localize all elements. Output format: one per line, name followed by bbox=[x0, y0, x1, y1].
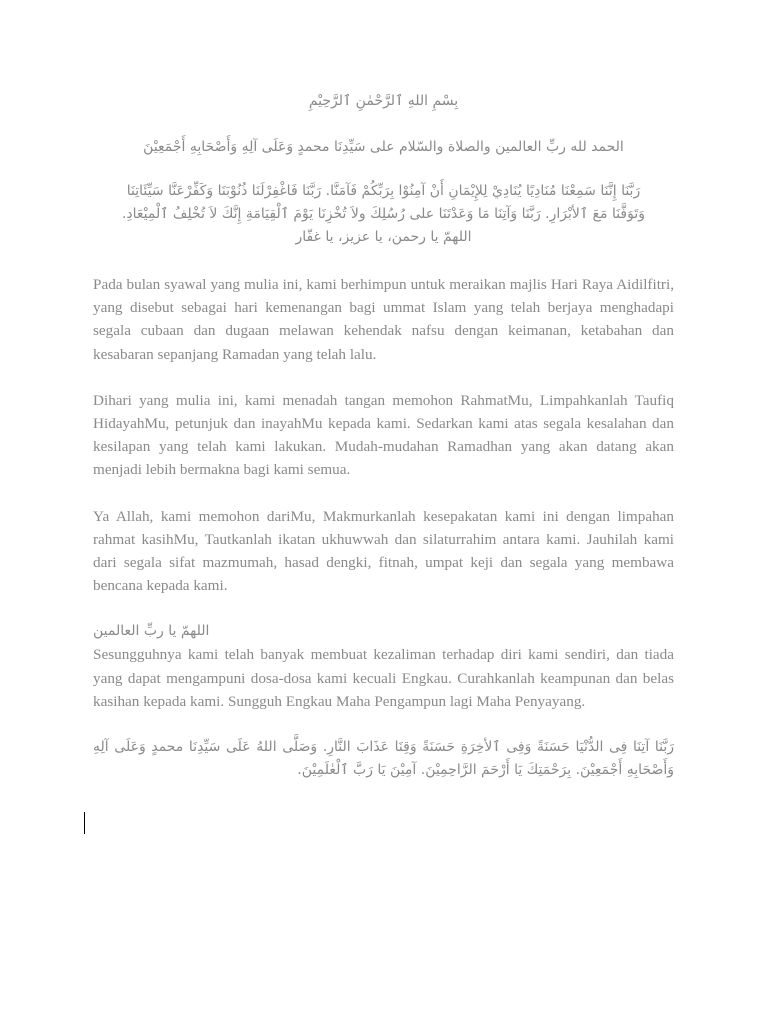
paragraph: Ya Allah, kami memohon dariMu, Makmurkanlah kesepakatan kami ini dengan limpahan rahmat kasihMu, Tautkanlah ikatan ukhuwwah dan silaturrahim antara kami. Jauhilah kami dari segala sifat mazmumah, hasad dengki, fitnah, umpat keji dan segala yang membawa bencana kepada kami. bbox=[93, 507, 674, 595]
document-page bbox=[93, 90, 674, 782]
paragraph: Dihari yang mulia ini, kami menadah tangan memohon RahmatMu, Limpahkanlah Taufiq HidayahMu, petunjuk dan inayahMu kepada kami. Sedarkan kami atas segala kesalahan dan kesilapan yang telah kami lakukan. Mudah-mudahan Ramadhan yang akan datang akan menjadi lebih bermakna bagi kami semua. bbox=[93, 391, 674, 479]
closing-doa: رَبَّنَا آتِنَا فِى الدُّنْيَا حَسَنَةً وَفِى ٱلأخِرَةِ حَسَنَةً وَقِنَا عَذَابَ النَّارِ. وَصَلَّى اللهُ عَلَى سَيِّدِنَا محمدٍ وَعَلَى آلِهِ وَأَصْحَابِهِ أَجْمَعِيْنَ. بِرَحْمَتِكَ يَا أَرْحَمَ الرَّاحِمِيْنَ. آمِيْنَ يَا رَبَّ ٱلْعٰلَمِيْنَ. bbox=[93, 739, 674, 779]
paragraph: Sesungguhnya kami telah banyak membuat kezaliman terhadap diri kami sendiri, dan tiada yang dapat mengampuni dosa-dosa kami kecuali Engkau. Curahkanlah keampunan dan belas kasihan kepada kami. Sungguh Engkau Maha Pengampun lagi Maha Penyayang. bbox=[93, 646, 674, 710]
doa-line: اللهمّ يا رحمن، يا عزيز، يا غفّار bbox=[295, 229, 472, 245]
paragraph: Pada bulan syawal yang mulia ini, kami berhimpun untuk meraikan majlis Hari Raya Aidilfitri, yang disebut sebagai hari kemenangan bagi ummat Islam yang telah berjaya menghadapi segala cubaan dan dugaan melawan kehendak nafsu dengan keimanan, ketabahan dan kesabaran sepanjang Ramadan yang telah lalu. bbox=[93, 276, 674, 363]
doa-line: رَبَّنَا إِنَّنَا سَمِعْنَا مُنَادِيًا يُنَادِيْ لِلإِيْمَانِ أَنْ آمِنُوْا بِرَبِّكُمْ فَآمَنَّا. رَبَّنَا فَاغْفِرْلَنَا ذُنُوْبَنَا وَكَفِّرْعَنَّا سَيِّئَاتِنَا bbox=[126, 183, 641, 199]
heading-wrap bbox=[93, 620, 674, 643]
section-heading: اللهمّ يا ربِّ العالمين bbox=[93, 623, 210, 640]
doa-line: وَتَوَفَّنَا مَعَ ٱلأبْرَارِ. رَبَّنَا وَآتِنَا مَا وَعَدْتَنَا على رُسُلِكَ ولاَ تُخْزِنَا يَوْمَ ٱلْقِيَامَةِ إِنَّكَ لاَ تُخْلِفُ ٱلْمِيْعَادِ. bbox=[121, 206, 646, 222]
basmala: بِسْمِ اللهِ ٱلرَّحْمٰنِ ٱلرَّحِيْمِ bbox=[308, 93, 459, 109]
text-cursor bbox=[84, 812, 85, 834]
hamdalah: الحمد لله ربِّ العالمين والصلاة والسّلام على سَيِّدِنَا محمدٍ وَعَلَى آلِهِ وَأَصْحَابِهِ أَجْمَعِيْنَ bbox=[143, 139, 624, 155]
opening-doa bbox=[93, 180, 674, 249]
